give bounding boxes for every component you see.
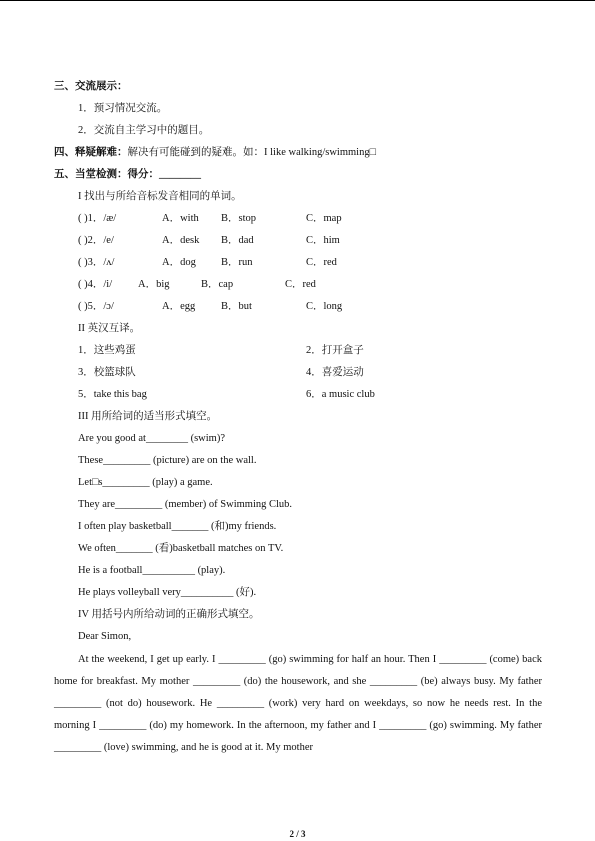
option-b: B．stop: [221, 213, 257, 224]
fill-sentence: I often play basketball_______ (和)my friends.: [78, 521, 277, 532]
part4-title: IV 用括号内所给动词的正确形式填空。: [78, 609, 260, 620]
question-number: ( )5．/ɔ/: [78, 301, 114, 312]
part1-title: I 找出与所给音标发音相同的单词。: [78, 191, 242, 202]
option-a: A．egg: [162, 301, 196, 312]
option-c: C．him: [306, 235, 340, 246]
letter-salutation: Dear Simon,: [78, 631, 132, 642]
translation-item: 6．a music club: [306, 389, 375, 400]
fill-sentence: He plays volleyball very__________ (好).: [78, 587, 257, 598]
section4-text: 解决有可能碰到的疑难。如：I like walking/swimming□: [127, 147, 376, 158]
option-b: B．cap: [201, 279, 234, 290]
option-b: B．run: [221, 257, 253, 268]
section3-item: 1．预习情况交流。: [78, 103, 168, 114]
fill-sentence: We often_______ (看)basketball matches on TV.: [78, 543, 284, 554]
part3-title: III 用所给词的适当形式填空。: [78, 411, 218, 422]
translation-item: 1．这些鸡蛋: [78, 345, 136, 356]
letter-paragraph: [54, 649, 542, 759]
section5-line: [54, 168, 201, 182]
question-number: ( )3．/ʌ/: [78, 257, 115, 268]
section3-heading: 三、交流展示：: [54, 81, 128, 92]
question-number: ( )4．/i/: [78, 279, 113, 290]
translation-item: 4．喜爱运动: [306, 367, 364, 378]
letter-body: At the weekend, I get up early. I _________ (go) swimming for half an hour. Then I _________ (come) back home for breakfast. My mother _________ (do) the housework, and she _________ (be) always busy. My father _________ (not do) housework. He _________ (work) very hard on weekdays, so now he needs rest. In the morning I _________ (do) my homework. In the afternoon, my father and I _________ (go) swimming. My father _________ (love) swimming, and he is good at it. My mother: [54, 654, 542, 753]
part2-title: II 英汉互译。: [78, 323, 141, 334]
option-b: B．but: [221, 301, 252, 312]
fill-sentence: Let□s_________ (play) a game.: [78, 477, 213, 488]
option-a: A．desk: [162, 235, 200, 246]
score-blank: ________: [159, 169, 201, 180]
fill-sentence: Are you good at________ (swim)?: [78, 433, 225, 444]
section4-line: [54, 146, 376, 160]
question-number: ( )2．/e/: [78, 235, 114, 246]
section3-item: 2．交流自主学习中的题目。: [78, 125, 210, 136]
option-a: A．with: [162, 213, 199, 224]
option-c: C．red: [285, 279, 316, 290]
option-c: C．long: [306, 301, 343, 312]
translation-item: 3．校篮球队: [78, 367, 136, 378]
question-number: ( )1．/æ/: [78, 213, 117, 224]
fill-sentence: These_________ (picture) are on the wall.: [78, 455, 257, 466]
top-rule: [0, 0, 595, 1]
page-number: 2 / 3: [289, 829, 306, 839]
section5-heading: 五、当堂检测：得分：: [54, 169, 159, 180]
translation-item: 2．打开盒子: [306, 345, 364, 356]
section4-heading: 四、释疑解难：: [54, 147, 128, 158]
option-c: C．map: [306, 213, 342, 224]
fill-sentence: They are_________ (member) of Swimming Club.: [78, 499, 293, 510]
fill-sentence: He is a football__________ (play).: [78, 565, 226, 576]
translation-item: 5．take this bag: [78, 389, 147, 400]
option-c: C．red: [306, 257, 337, 268]
option-b: B．dad: [221, 235, 254, 246]
option-a: A．big: [138, 279, 170, 290]
option-a: A．dog: [162, 257, 196, 268]
